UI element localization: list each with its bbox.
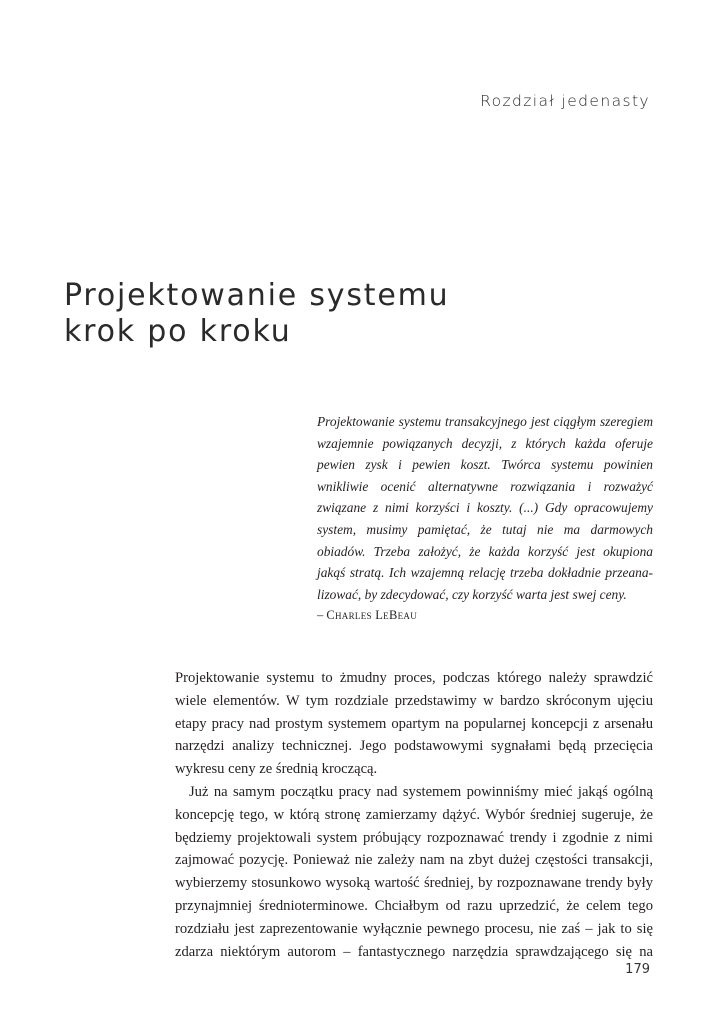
- epigraph-quote: [317, 411, 653, 627]
- body-line: będziemy projektowali system próbujący rozpoznawać trendy i zgodnie z nimi: [175, 829, 653, 846]
- epigraph-line: system, musimy pamiętać, że tutaj nie ma darmowych: [317, 521, 653, 537]
- epigraph-line: związane z nimi korzyści i koszty. (...) Gdy opracowujemy: [317, 500, 653, 516]
- epigraph-line: jakąś stratą. Ich wzajemną relację trzeba dokładnie przeana-: [317, 565, 653, 581]
- chapter-label: Rozdział jedenasty: [480, 92, 650, 110]
- page-number: 179: [625, 962, 650, 977]
- body-line: Już na samym początku pracy nad systemem powinniśmy mieć jakąś ogólną: [189, 783, 653, 800]
- body-line: rozdziału jest zaprezentowanie wyłącznie pewnego procesu, nie zaś – jak to się: [175, 920, 653, 937]
- epigraph-line: wzajemnie powiązanych decyzji, z których każda oferuje: [317, 435, 653, 451]
- epigraph-line: lizować, by zdecydować, czy korzyść warta jest swej ceny.: [317, 586, 627, 602]
- chapter-title-line: krok po kroku: [64, 314, 292, 349]
- body-line: Projektowanie systemu to żmudny proces, podczas którego należy sprawdzić: [175, 670, 653, 686]
- body-line: zdarza niektórym autorom – fantastycznego narzędzia sprawdzającego się na: [175, 943, 653, 960]
- body-line: wybierzemy stosunkowo wysoką wartość średniej, by rozpoznawane trendy były: [175, 875, 653, 892]
- chapter-title: [64, 278, 624, 350]
- body-line: koncepcję tego, w którą stronę zamierzamy dążyć. Wybór średniej sugeruje, że: [175, 806, 653, 823]
- body-line: narzędzi analizy technicznej. Jego podstawowymi sygnałami będą przecięcia: [175, 738, 653, 755]
- chapter-title-line: Projektowanie systemu: [64, 278, 450, 313]
- body-line: zajmować pozycję. Ponieważ nie zależy nam na zbyt dużej częstości transakcji,: [175, 852, 653, 869]
- epigraph-line: wnikliwie ocenić alternatywne rozwiązania i rozważyć: [317, 478, 653, 494]
- epigraph-attribution: [317, 605, 653, 627]
- body-line: przynajmniej średnioterminowe. Chciałbym od razu uprzedzić, że celem tego: [175, 897, 653, 914]
- attribution-author: Charles LeBeau: [326, 608, 418, 623]
- epigraph-line: Projektowanie systemu transakcyjnego jest ciągłym szeregiem: [317, 414, 653, 429]
- epigraph-line: pewien zysk i pewien koszt. Twórca systemu powinien: [317, 457, 653, 473]
- attribution-dash: –: [317, 608, 324, 623]
- epigraph-line: obiadów. Trzeba założyć, że każda korzyść jest okupiona: [317, 543, 653, 559]
- body-text: [175, 667, 653, 963]
- body-line: wiele elementów. W tym rozdziale przedstawimy w bardzo skróconym ujęciu: [175, 692, 653, 709]
- body-line: wykresu ceny ze średnią kroczącą.: [175, 761, 378, 778]
- body-line: etapy pracy nad prostym systemem opartym na popularnej koncepcji z arsenału: [175, 715, 653, 732]
